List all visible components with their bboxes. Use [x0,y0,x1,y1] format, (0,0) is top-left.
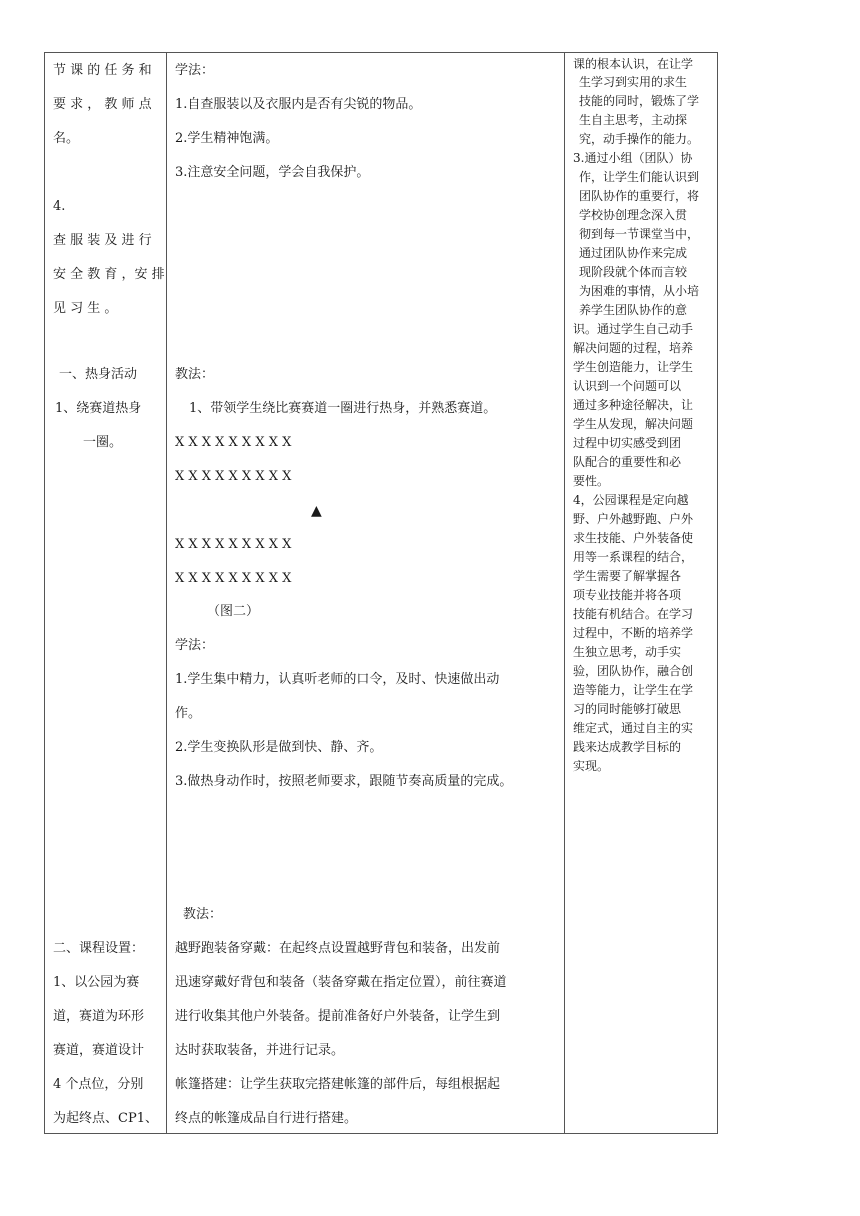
intent-line: 解决问题的过程，培养 [573,341,694,355]
intent-line: 要性。 [573,474,610,488]
intent-line: 学生需要了解掌握各 [573,569,682,583]
method-line: 作。 [175,706,202,721]
content-line: 4. [53,199,66,214]
intent-line: 通过多种途径解决，让 [573,398,694,412]
content-line: 节 课 的 任 务 和 [53,63,152,78]
intent-line: 求生技能、户外装备使 [573,531,694,545]
method-line: 1.自查服装以及衣服内是否有尖锐的物品。 [175,97,422,112]
design-intent-column [565,53,717,1133]
content-column [45,53,166,1133]
intent-line: 过程中切实感受到团 [573,436,682,450]
content-line: 4 个点位，分别 [53,1077,144,1092]
intent-line: 生学习到实用的求生 [579,75,688,89]
intent-line: 维定式，通过自主的实 [573,721,694,735]
intent-line: 过程中，不断的培养学 [573,626,694,640]
intent-line: 造等能力，让学生在学 [573,683,694,697]
intent-line: 验，团队协作，融合创 [573,664,694,678]
formation-row: X X X X X X X X X [175,469,292,484]
intent-line: 实现。 [573,759,610,773]
method-line: 帐篷搭建：让学生获取完搭建帐篷的部件后，每组根据起 [175,1077,501,1092]
method-line: 学法： [175,63,215,78]
lesson-plan-table [44,52,718,1134]
method-line: 3.注意安全问题，学会自我保护。 [175,165,370,180]
intent-line: 习的同时能够打破思 [573,702,682,716]
intent-line: 通过团队协作来完成 [579,246,688,260]
content-line: 二、课程设置： [53,941,145,956]
method-line: 迅速穿戴好背包和装备（装备穿戴在指定位置），前往赛道 [175,975,507,990]
content-line: 安 全 教 育 ，安 排 [53,267,165,282]
intent-line: 技能有机结合。在学习 [573,607,694,621]
methods-column [167,53,564,1133]
content-line: 1、以公园为赛 [53,975,140,990]
content-line: 见 习 生 。 [53,301,118,316]
intent-line: 践来达成教学目标的 [573,740,682,754]
intent-line: 彻到每一节课堂当中， [579,227,700,241]
method-line: 进行收集其他户外装备。提前准备好户外装备，让学生到 [175,1009,501,1024]
method-line: 终点的帐篷成品自行进行搭建。 [175,1111,358,1126]
content-line: 要 求 ， 教 师 点 [53,97,152,112]
method-line: 教法： [175,367,215,382]
formation-row: X X X X X X X X X [175,435,292,450]
content-line: 道，赛道为环形 [53,1009,145,1024]
intent-line: 现阶段就个体而言较 [579,265,688,279]
intent-line: 认识到一个问题可以 [573,379,682,393]
intent-line: 课的根本认识，在让学 [573,57,694,71]
intent-line: 3.通过小组（团队）协 [573,151,693,165]
content-line: 查 服 装 及 进 行 [53,233,152,248]
intent-line: 生独立思考，动手实 [573,645,682,659]
method-line: 学法： [175,638,215,653]
content-line: 1、绕赛道热身 [55,401,142,416]
intent-line: 团队协作的重要行，将 [579,189,700,203]
intent-line: 作，让学生们能认识到 [579,170,700,184]
content-line: 一、热身活动 [59,367,138,382]
figure-caption: （图二） [207,604,260,619]
intent-line: 养学生团队协作的意 [579,303,688,317]
intent-line: 学生创造能力，让学生 [573,360,694,374]
method-line: 1.学生集中精力，认真听老师的口令，及时、快速做出动 [175,672,500,687]
method-line: 2.学生精神饱满。 [175,131,279,146]
intent-line: 学校协创理念深入贯 [579,208,688,222]
intent-line: 技能的同时，锻炼了学 [579,94,700,108]
intent-line: 究，动手操作的能力。 [579,132,700,146]
intent-line: 生自主思考，主动探 [579,113,688,127]
content-line: 为起终点、CP1、 [53,1111,158,1126]
content-line: 一圈。 [83,435,123,450]
intent-line: 野、户外越野跑、户外 [573,512,694,526]
intent-line: 用等一系课程的结合， [573,550,694,564]
formation-row: X X X X X X X X X [175,571,292,586]
method-line: 教法： [183,907,223,922]
content-line: 赛道，赛道设计 [53,1043,145,1058]
intent-line: 学生从发现，解决问题 [573,417,694,431]
method-line: 越野跑装备穿戴：在起终点设置越野背包和装备，出发前 [175,941,501,956]
intent-line: 队配合的重要性和必 [573,455,682,469]
method-line: 1、带领学生绕比赛赛道一圈进行热身，并熟悉赛道。 [189,401,497,416]
intent-line: 为困难的事情，从小培 [579,284,700,298]
formation-row: X X X X X X X X X [175,537,292,552]
intent-line: 4，公园课程是定向越 [573,493,689,507]
teacher-triangle-icon: ▲ [311,503,322,519]
method-line: 3.做热身动作时，按照老师要求，跟随节奏高质量的完成。 [175,774,513,789]
method-line: 2.学生变换队形是做到快、静、齐。 [175,740,383,755]
intent-line: 项专业技能并将各项 [573,588,682,602]
method-line: 达时获取装备，并进行记录。 [175,1043,345,1058]
content-line: 名。 [53,131,80,146]
intent-line: 识。通过学生自己动手 [573,322,694,336]
